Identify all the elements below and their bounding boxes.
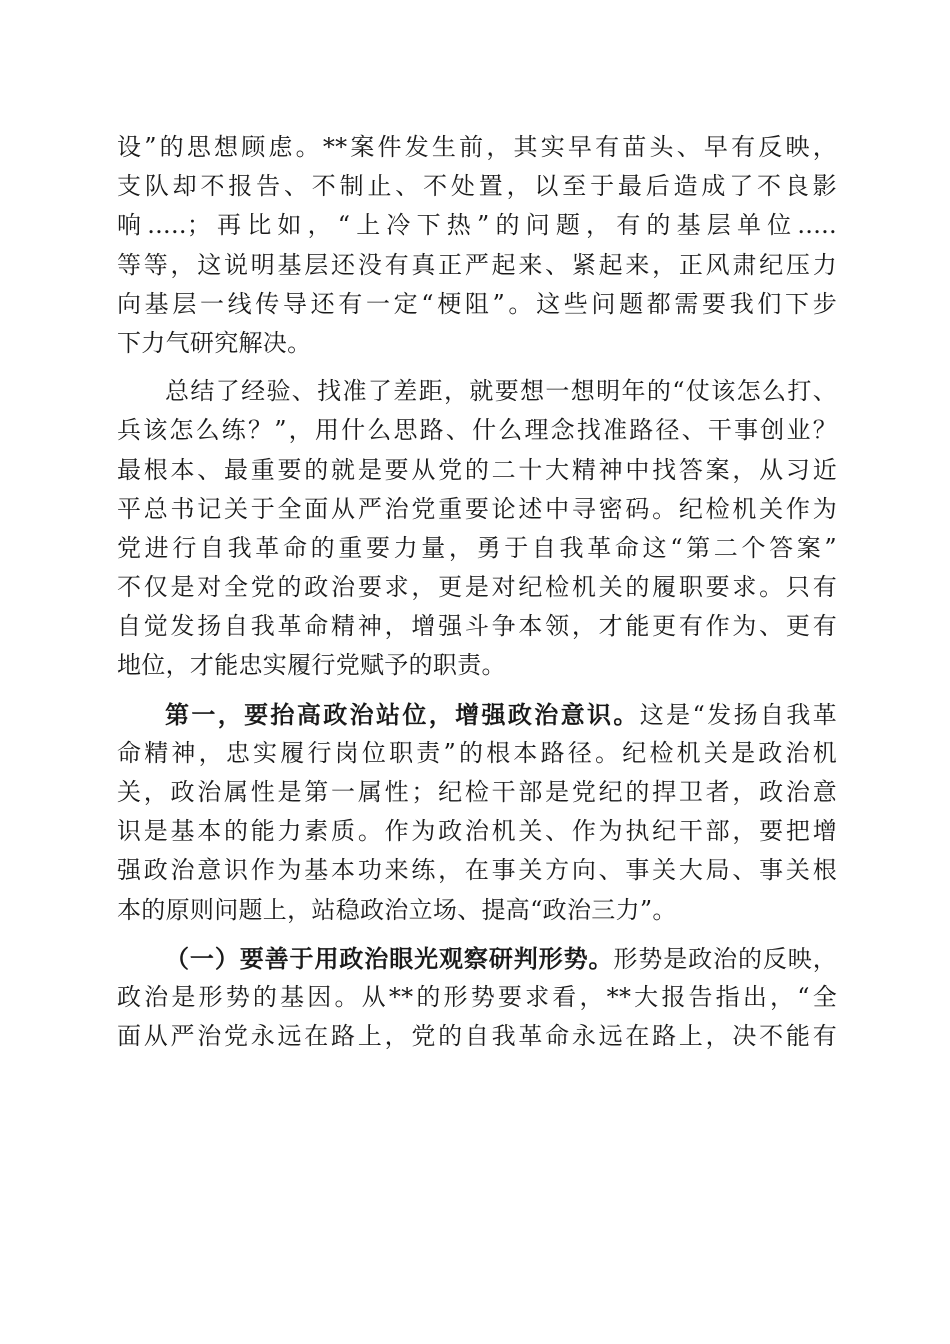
- text-line: 识是基本的能力素质。作为政治机关、作为执纪干部，要把增: [117, 817, 837, 846]
- text-line: 平总书记关于全面从严治党重要论述中寻密码。纪检机关作为: [117, 494, 837, 523]
- text-line: 下力气研究解决。: [117, 328, 312, 357]
- paragraph-2: [117, 372, 837, 686]
- text-line: 支队却不报告、不制止、不处置，以至于最后造成了不良影: [117, 172, 837, 201]
- text-line: [117, 695, 837, 734]
- text-line: 向基层一线传导还有一定“梗阻”。这些问题都需要我们下步: [117, 289, 837, 318]
- text-line: 地位，才能忠实履行党赋予的职责。: [117, 651, 506, 680]
- text-line: 等等，这说明基层还没有真正严起来、紧起来，正风肃纪压力: [117, 250, 837, 279]
- document-body: [117, 128, 837, 1065]
- text-line: 政治是形势的基因。从**的形势要求看，**大报告指出，“全: [117, 982, 837, 1011]
- text-line: 命精神，忠实履行岗位职责”的根本路径。纪检机关是政治机: [117, 738, 837, 767]
- text-line: 最根本、最重要的就是要从党的二十大精神中找答案，从习近: [117, 455, 837, 484]
- text-run: 形势是政治的反映，: [613, 944, 837, 973]
- paragraph-3: [117, 695, 837, 930]
- text-run: 这是“发扬自我革: [639, 700, 838, 729]
- text-line: 党进行自我革命的重要力量，勇于自我革命这“第二个答案”: [117, 533, 837, 562]
- text-line: 兵该怎么练？”，用什么思路、什么理念找准路径、干事创业？: [117, 416, 837, 445]
- bold-heading: 第一，要抬高政治站位，增强政治意识。: [165, 699, 640, 729]
- text-line: 不仅是对全党的政治要求，更是对纪检机关的履职要求。只有: [117, 573, 837, 602]
- bold-heading: （一）要善于用政治眼光观察研判形势。: [165, 943, 614, 973]
- paragraph-1: [117, 128, 837, 363]
- text-line: 设”的思想顾虑。**案件发生前，其实早有苗头、早有反映，: [117, 133, 837, 161]
- paragraph-4: [117, 939, 837, 1057]
- text-line: 总结了经验、找准了差距，就要想一想明年的“仗该怎么打、: [165, 377, 837, 406]
- text-line: 关，政治属性是第一属性；纪检干部是党纪的捍卫者，政治意: [117, 778, 837, 806]
- text-line: 自觉发扬自我革命精神，增强斗争本领，才能更有作为、更有: [117, 612, 837, 641]
- text-line: 响.....；再比如，“上冷下热”的问题，有的基层单位.....: [117, 211, 837, 240]
- text-line: 强政治意识作为基本功来练，在事关方向、事关大局、事关根: [117, 856, 837, 885]
- text-line: 本的原则问题上，站稳政治立场、提高“政治三力”。: [117, 895, 677, 924]
- text-line: 面从严治党永远在路上，党的自我革命永远在路上，决不能有: [117, 1022, 837, 1051]
- text-line: [117, 939, 837, 978]
